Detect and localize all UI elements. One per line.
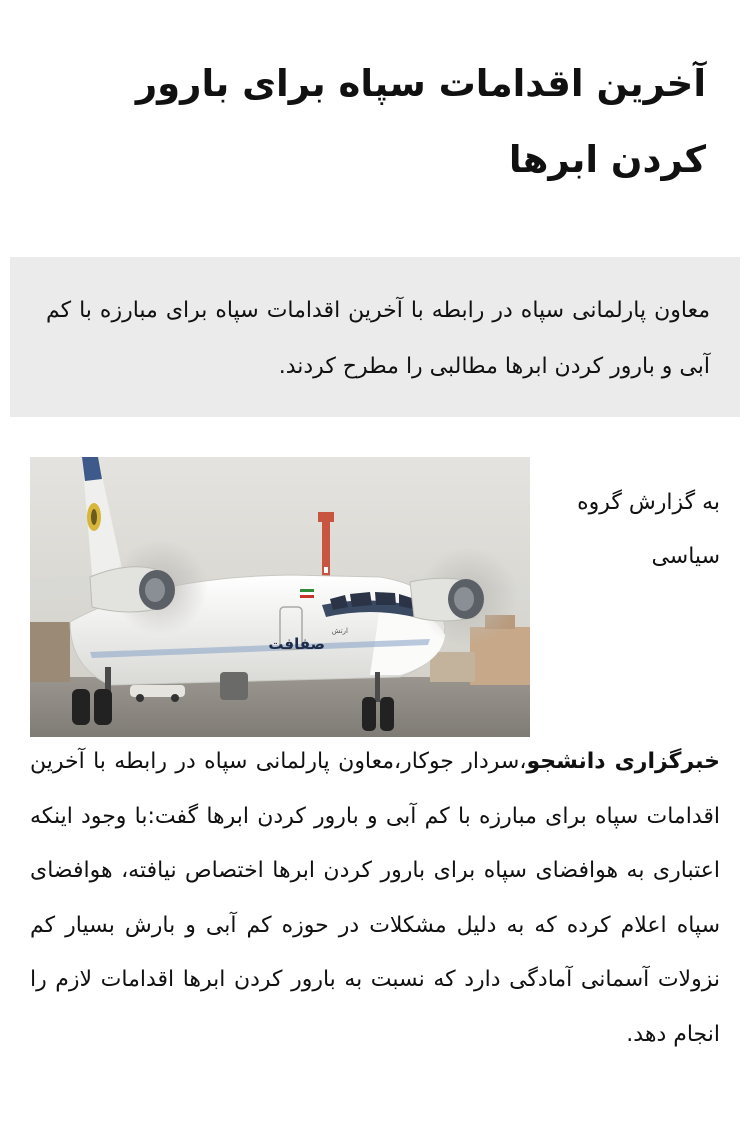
agency-name: خبرگزاری دانشجو [526, 749, 720, 774]
article-body [30, 735, 720, 1062]
nose-gear [375, 672, 380, 702]
fairing [220, 672, 248, 700]
article-lead-box [10, 257, 740, 417]
wheel [362, 697, 376, 731]
wheel [380, 697, 394, 731]
wheel [94, 689, 112, 725]
building [30, 622, 70, 682]
airplane-illustration [30, 457, 530, 737]
article-lead: معاون پارلمانی سپاه در رابطه با آخرین اقدامات سپاه برای مبارزه با کم آبی و بارور کردن ابرها مطالبی را مطرح کردند. [46, 298, 710, 379]
wheel [72, 689, 90, 725]
fuselage-small-lettering: ارتش [331, 627, 348, 635]
article-photo [30, 457, 530, 737]
article-title: آخرین اقدامات سپاه برای بارور کردن ابرها [135, 62, 706, 181]
article-body-text: ،سردار جوکار،معاون پارلمانی سپاه در رابطه با آخرین اقدامات سپاه برای مبارزه با کم آبی و بارور کردن ابرها گفت:با وجود اینکه اعتباری به هوافضای سپاه برای بارور کردن ابرها اختصاص نیافته، هوافضای سپاه اعلام کرده که به دلیل مشکلات در حوزه کم آبی و بارش بسیار کم نزولات آسمانی آمادگی دارد که نسبت به بارور کردن ابرها اقدامات لازم را انجام دهد. [30, 749, 720, 1047]
cockpit-window [350, 592, 372, 607]
report-source: به گزارش گروه سیاسی [577, 490, 720, 569]
cockpit-window [375, 592, 396, 605]
fuselage-lettering: صفافت [268, 635, 325, 653]
